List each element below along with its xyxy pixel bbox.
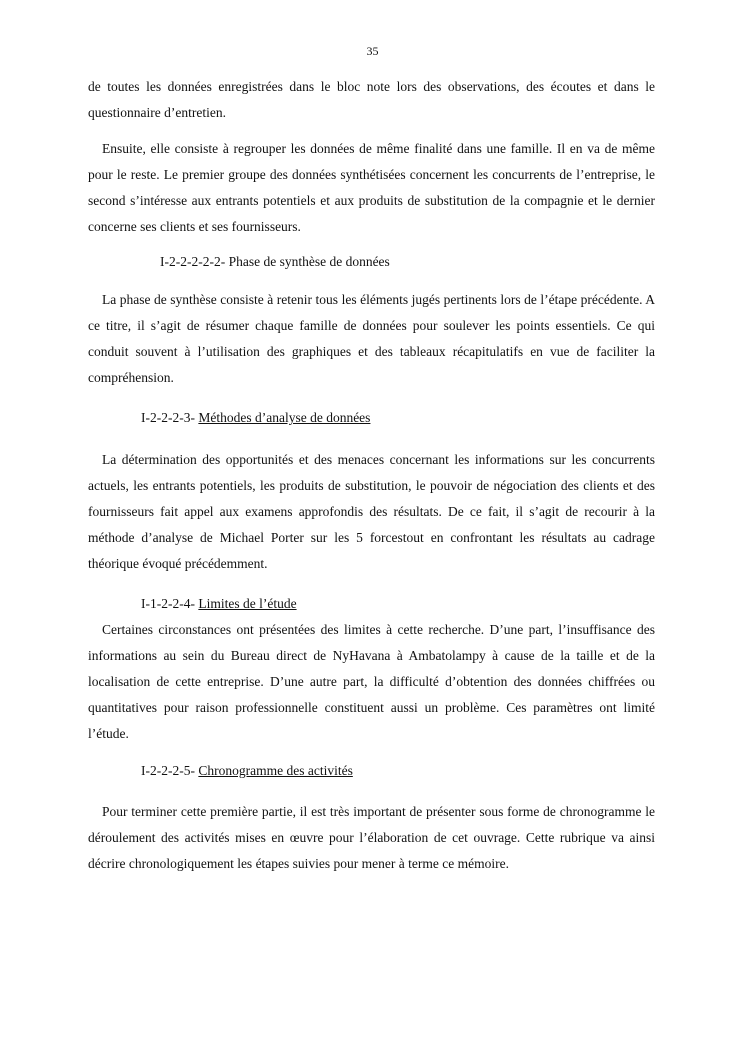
heading-chronogramme [141, 761, 353, 781]
paragraph-phase-synthese: La phase de synthèse consiste à retenir tous les éléments jugés pertinents lors de l’étape précédente. A ce titre, il s’agit de résumer chaque famille de données pour soulever les points essentiels. Ce qui conduit souvent à l’utilisation des graphiques et des tableaux récapitulatifs en vue de faciliter la compréhension. [88, 292, 655, 385]
paragraph-regroupement: Ensuite, elle consiste à regrouper les données de même finalité dans une famille. Il en va de même pour le reste. Le premier groupe des données synthétisées concernent les concurrents de l’entreprise, le second s’intéresse aux entrants potentiels et aux produits de substitution de la compagnie et le dernier concerne ses clients et ses fournisseurs. [88, 141, 655, 234]
heading-number: I-2-2-2-3- [141, 410, 199, 425]
paragraph-chronogramme: Pour terminer cette première partie, il est très important de présenter sous forme de chronogramme le déroulement des activités mises en œuvre pour l’élaboration de cet ouvrage. Cette rubrique va ainsi décrire chronologiquement les étapes suivies pour mener à terme ce mémoire. [88, 804, 655, 871]
page-number: 35 [366, 44, 379, 58]
heading-number: I-1-2-2-4- [141, 596, 199, 611]
heading-title: Limites de l’étude [198, 596, 297, 611]
heading-title: Chronogramme des activités [198, 763, 353, 778]
heading-methodes-analyse [141, 408, 370, 428]
paragraph-limites-etude: Certaines circonstances ont présentées des limites à cette recherche. D’une part, l’insuffisance des informations au sein du Bureau direct de NyHavana à Ambatolampy à cause de la taille et de la localisation de cette entreprise. D’une autre part, la difficulté d’obtention des données chiffrées ou quantitatives pour raison professionnelle constituent aussi un problème. Ces paramètres ont limité l’étude. [88, 622, 655, 741]
paragraph-continuation: de toutes les données enregistrées dans le bloc note lors des observations, des écoutes et dans le questionnaire d’entretien. [88, 79, 655, 120]
paragraph-methodes-analyse: La détermination des opportunités et des menaces concernant les informations sur les concurrents actuels, les entrants potentiels, les produits de substitution, le pouvoir de négociation des clients et des fournisseurs fait appel aux examens approfondis des résultats. De ce fait, il s’agit de recourir à la méthode d’analyse de Michael Porter sur les 5 forcestout en confrontant les résultats au cadrage théorique évoqué précédemment. [88, 452, 655, 571]
heading-phase-synthese: I-2-2-2-2-2- Phase de synthèse de données [160, 254, 390, 269]
heading-number: I-2-2-2-5- [141, 763, 199, 778]
heading-limites-etude [141, 594, 297, 614]
heading-title: Méthodes d’analyse de données [198, 410, 371, 425]
